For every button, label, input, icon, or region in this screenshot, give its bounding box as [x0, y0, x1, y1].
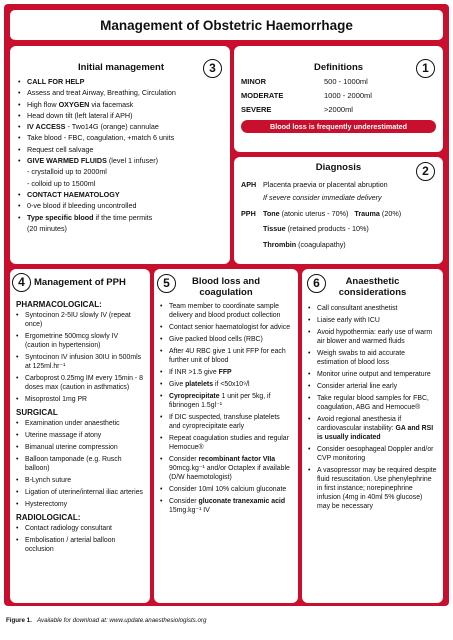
item-bold-text: GA and RSI is usually indicated — [317, 425, 434, 441]
list-item — [160, 302, 292, 320]
item-text: Consider — [169, 456, 199, 463]
list-item: • Carboprost 0.25mg IM every 15min - 8 doses max (caution in asthmatics) — [16, 374, 144, 392]
item-text: - Two14G (orange) cannulae — [65, 122, 159, 132]
diagnosis-title: Diagnosis — [315, 162, 362, 173]
list-item — [18, 110, 224, 121]
tone-label: Tone — [263, 209, 280, 218]
item-bold-text: GIVE WARMED FLUIDS — [27, 156, 107, 166]
item-text: Call consultant anesthetist — [317, 305, 398, 312]
list-item — [308, 382, 437, 391]
list-item: • Examination under anaesthetic — [16, 419, 144, 428]
thrombin-text: (coagulapathy) — [296, 240, 346, 249]
poster-frame — [4, 4, 449, 606]
item-text: Monitor urine output and temperature — [317, 371, 431, 378]
definitions-table — [241, 75, 436, 117]
list-item: • Contact radiology consultant — [16, 524, 144, 533]
anaesthetic-title-line1: Anaesthetic — [345, 276, 400, 287]
initial-management-title: Initial management — [77, 62, 165, 73]
figure-caption-text: Available for download at: www.update.anaesthesiologists.org — [36, 617, 207, 624]
item-text: Take blood - FBC, coagulation, +match 6 units — [27, 133, 175, 143]
item-text: - crystalloid up to 2000ml — [27, 167, 107, 177]
item-text: Give packed blood cells (RBC) — [169, 336, 263, 343]
list-item — [160, 368, 292, 377]
list-item — [18, 99, 224, 110]
item-text: If DIC suspected, transfuse platelets and cyroprecipitate early — [169, 414, 280, 430]
list-item: • Ligation of uterine/internal iliac arteries — [16, 488, 144, 497]
item-text: Contact senior haematologist for advice — [169, 324, 291, 331]
definitions-title: Definitions — [313, 62, 364, 73]
step-number-badge: 2 — [416, 162, 435, 181]
aph-label: APH — [241, 180, 257, 189]
definition-label: MODERATE — [241, 91, 284, 100]
step-number-badge: 3 — [203, 59, 222, 78]
list-item — [160, 485, 292, 494]
definition-label: MINOR — [241, 77, 266, 86]
list-item: • Uterine massage if atony — [16, 431, 144, 440]
list-item — [18, 189, 224, 200]
initial-management-panel — [10, 46, 230, 264]
figure-label: Figure 1. — [6, 617, 32, 624]
blood-coagulation-list — [160, 302, 292, 515]
list-item — [18, 144, 224, 155]
list-item — [160, 335, 292, 344]
list-item — [308, 328, 437, 346]
list-item — [18, 223, 224, 234]
page-title: Management of Obstetric Haemorrhage — [10, 10, 443, 40]
definition-row — [241, 103, 436, 117]
item-text: 1 unit per 5kg, if fibrinogen 1.5gl⁻¹ — [169, 393, 271, 409]
list-item: • Balloon tamponade (e.g. Rusch balloon) — [16, 455, 144, 473]
pph-row — [241, 208, 436, 219]
item-text: If INR >1.5 give — [169, 369, 219, 376]
list-item — [18, 132, 224, 143]
item-text: Consider — [169, 498, 199, 505]
definitions-panel — [234, 46, 443, 152]
anaesthetic-title-line2: considerations — [338, 287, 407, 298]
item-bold-text: OXYGEN — [58, 99, 90, 109]
pharmacological-heading: PHARMACOLOGICAL: — [16, 300, 102, 309]
item-text: Assess and treat Airway, Breathing, Circulation — [27, 88, 176, 98]
item-text: Consider 10ml 10% calcium gluconate — [169, 486, 287, 493]
list-item — [18, 212, 224, 223]
list-item — [308, 370, 437, 379]
item-text: A vasopressor may be required despite fluid resuscitation. Use phenylephrine in first instance; norepinephrine infusion (4mg in 40ml 5% glucose) may be necessary — [317, 467, 437, 510]
item-bold-text: gluconate tranexamic acid — [198, 498, 286, 505]
definition-row — [241, 75, 436, 89]
list-item: • Hysterectomy — [16, 500, 144, 509]
item-text: Take regular blood samples for FBC, coagulation, ABG and Hemocue® — [317, 395, 429, 411]
pph-label: PPH — [241, 209, 256, 218]
initial-management-list — [18, 76, 224, 234]
item-text: (20 minutes) — [27, 223, 67, 233]
step-number-badge: 5 — [157, 274, 176, 293]
aph-text: Placenta praevia or placental abruption — [263, 180, 388, 189]
item-bold-text: CALL FOR HELP — [27, 77, 85, 86]
tissue-text: (retained products - 10%) — [285, 224, 369, 233]
item-text: Liaise early with ICU — [317, 317, 380, 324]
item-bold-text: Cyroprecipitate — [169, 393, 220, 400]
trauma-text: (20%) — [379, 209, 402, 218]
item-text: (level 1 infuser) — [106, 156, 159, 166]
step-number-badge: 1 — [416, 59, 435, 78]
anaesthetic-panel — [302, 269, 443, 603]
definition-value: 1000 - 2000ml — [324, 91, 372, 100]
list-item — [18, 155, 224, 166]
item-text: After 4U RBC give 1 unit FFP for each further unit of blood — [169, 348, 286, 364]
thrombin-line — [263, 239, 436, 250]
list-item — [18, 200, 224, 211]
list-item: • Syntocinon 2-5IU slowly IV (repeat once) — [16, 311, 144, 329]
anaesthetic-list — [308, 304, 437, 511]
step-number-badge: 6 — [307, 274, 326, 293]
definition-value: 500 - 1000ml — [324, 77, 368, 86]
list-item — [160, 392, 292, 410]
item-text: Weigh swabs to aid accurate estimation of blood loss — [317, 350, 405, 366]
list-item — [308, 445, 437, 463]
item-text: Repeat coagulation studies and regular Hemocue® — [169, 435, 289, 451]
blood-title-line1: Blood loss and — [191, 276, 261, 287]
pph-title: Management of PPH — [34, 277, 126, 288]
pph-management-panel — [10, 269, 150, 603]
item-text: if <50x10⁹/l — [213, 381, 250, 388]
list-item — [160, 455, 292, 482]
list-item — [308, 415, 437, 442]
item-bold-text: Type specific blood — [27, 212, 94, 222]
list-item — [160, 323, 292, 332]
radiological-heading: RADIOLOGICAL: — [16, 513, 81, 522]
thrombin-label: Thrombin — [263, 240, 297, 249]
list-item — [18, 166, 224, 177]
definition-row — [241, 89, 436, 103]
item-bold-text: IV ACCESS — [27, 122, 66, 132]
list-item — [160, 497, 292, 515]
item-text: Consider arterial line early — [317, 383, 398, 390]
tissue-line — [263, 223, 436, 234]
diagnosis-panel — [234, 157, 443, 264]
list-item — [160, 380, 292, 389]
surgical-heading: SURGICAL — [16, 408, 58, 417]
figure-caption — [6, 617, 206, 624]
list-item — [308, 466, 437, 511]
blood-coagulation-panel — [154, 269, 298, 603]
item-bold-text: recombinant factor VIIa — [198, 456, 276, 463]
item-text: Head down tilt (left lateral if APH) — [27, 110, 133, 120]
item-text: Give — [169, 381, 186, 388]
list-item — [308, 316, 437, 325]
list-item — [308, 394, 437, 412]
item-text: via facemask — [89, 99, 134, 109]
step-number-badge: 4 — [12, 273, 31, 292]
list-item — [308, 349, 437, 367]
definition-value: >2000ml — [324, 105, 353, 114]
list-item — [160, 347, 292, 365]
item-text: Request cell salvage — [27, 144, 94, 154]
tissue-label: Tissue — [263, 224, 286, 233]
item-bold-text: FFP — [218, 369, 232, 376]
warning-banner: Blood loss is frequently underestimated — [241, 120, 436, 133]
item-text: 15mg.kg⁻¹ IV — [169, 507, 210, 514]
list-item — [18, 121, 224, 132]
item-text: Team member to coordinate sample delivery and blood product collection — [169, 303, 281, 319]
item-text: Avoid hypothermia: early use of warm air blower and warmed fluids — [317, 329, 433, 345]
blood-title-line2: coagulation — [199, 287, 253, 298]
trauma-label: Trauma — [354, 209, 380, 218]
surgical-list — [16, 419, 144, 509]
definition-label: SEVERE — [241, 105, 272, 114]
item-text: Avoid regional anesthesia if cardiovascular instability: — [317, 416, 402, 432]
item-bold-text: CONTACT HAEMATOLOGY — [27, 189, 120, 199]
list-item — [18, 178, 224, 189]
radiological-list — [16, 524, 144, 554]
item-bold-text: platelets — [185, 381, 214, 388]
list-item: • Bimanual uterine compression — [16, 443, 144, 452]
item-text: 0-ve blood if bleeding uncontrolled — [27, 201, 137, 211]
pharmacological-list — [16, 311, 144, 404]
item-text: High flow — [27, 99, 59, 109]
aph-row — [241, 179, 436, 190]
list-item: • Ergometrine 500mcg slowly IV (caution in hypertension) — [16, 332, 144, 350]
list-item: • Misoprostol 1mg PR — [16, 395, 144, 404]
list-item — [308, 304, 437, 313]
list-item — [18, 76, 224, 87]
item-text: - colloid up to 1500ml — [27, 178, 96, 188]
item-text: 90mcg.kg⁻¹ and/or Octaplex if available (D/W haemotologist) — [169, 465, 290, 481]
list-item: • B-Lynch suture — [16, 476, 144, 485]
aph-note: If severe consider immediate delivery — [263, 193, 382, 202]
item-text: if the time permits — [93, 212, 153, 222]
list-item: • Embolisation / arterial balloon occlusion — [16, 536, 144, 554]
list-item — [160, 413, 292, 431]
list-item — [160, 434, 292, 452]
item-text: Consider oesophageal Doppler and/or CVP monitoring — [317, 446, 434, 462]
tone-text: (atonic uterus - 70%) — [279, 209, 349, 218]
list-item: • Syntocinon IV infusion 30IU in 500mls at 125ml.hr⁻¹ — [16, 353, 144, 371]
list-item — [18, 87, 224, 98]
